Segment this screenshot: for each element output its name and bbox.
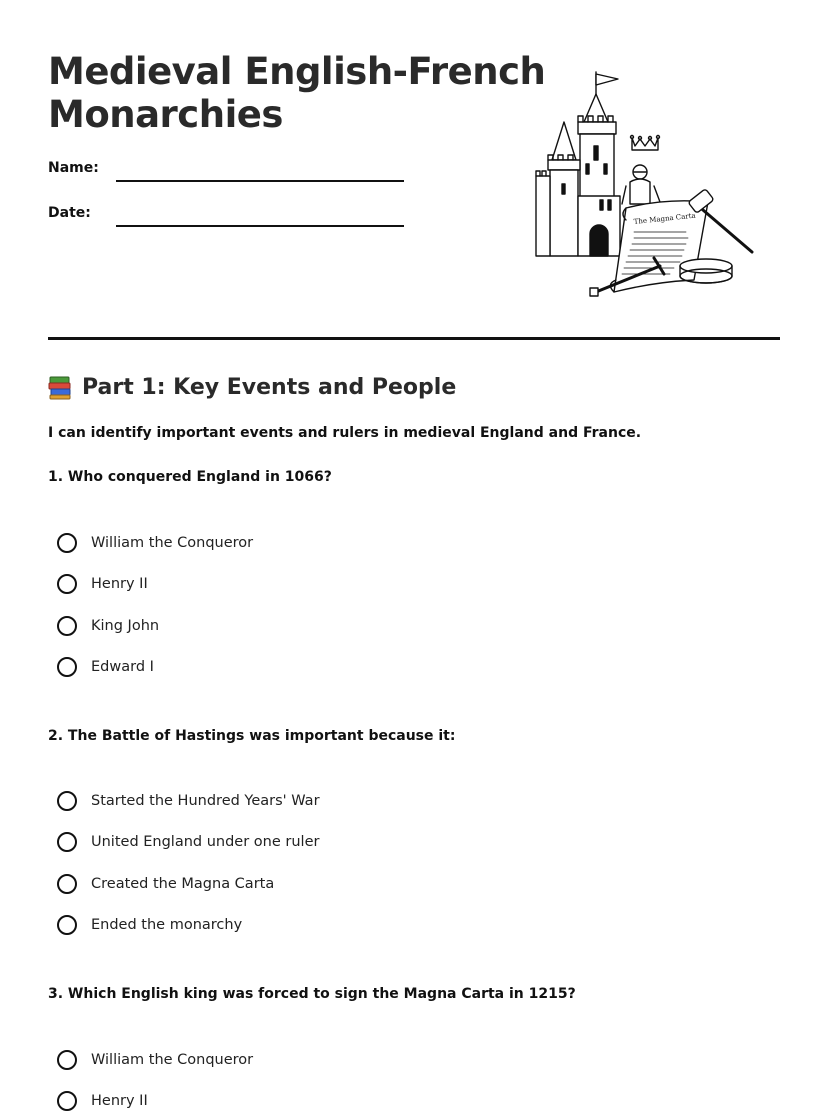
- q3-option-2[interactable]: [57, 1091, 148, 1111]
- option-label: Started the Hundred Years' War: [91, 793, 320, 809]
- scroll-heading: The Magna Carta: [633, 211, 697, 226]
- part1-heading-text: Part 1: Key Events and People: [82, 374, 457, 400]
- option-label: Created the Magna Carta: [91, 876, 275, 892]
- radio-button[interactable]: [57, 574, 77, 594]
- question-3-text: 3. Which English king was forced to sign the Magna Carta in 1215?: [48, 986, 576, 1002]
- q1-option-4[interactable]: [57, 657, 154, 677]
- q1-option-2[interactable]: [57, 574, 148, 594]
- radio-button[interactable]: [57, 832, 77, 852]
- radio-button[interactable]: [57, 616, 77, 636]
- radio-button[interactable]: [57, 915, 77, 935]
- name-label: Name:: [48, 160, 99, 176]
- option-label: King John: [91, 618, 160, 634]
- castle-magna-carta-illustration: [530, 66, 762, 300]
- radio-button[interactable]: [57, 1091, 77, 1111]
- q1-option-3[interactable]: [57, 616, 159, 636]
- option-label: Henry II: [91, 1093, 148, 1109]
- books-icon: [48, 374, 72, 400]
- radio-button[interactable]: [57, 791, 77, 811]
- q2-option-3[interactable]: [57, 874, 274, 894]
- option-label: William the Conqueror: [91, 1052, 254, 1068]
- radio-button[interactable]: [57, 533, 77, 553]
- question-2-text: 2. The Battle of Hastings was important because it:: [48, 728, 456, 744]
- question-1-text: 1. Who conquered England in 1066?: [48, 469, 332, 485]
- page-title: [48, 50, 545, 136]
- learning-objective: I can identify important events and rulers in medieval England and France.: [48, 425, 642, 441]
- radio-button[interactable]: [57, 874, 77, 894]
- q2-option-1[interactable]: [57, 791, 320, 811]
- q2-option-2[interactable]: [57, 832, 319, 852]
- q3-option-1[interactable]: [57, 1050, 253, 1070]
- q1-option-1[interactable]: [57, 533, 253, 553]
- q2-option-4[interactable]: [57, 915, 242, 935]
- radio-button[interactable]: [57, 1050, 77, 1070]
- option-label: William the Conqueror: [91, 535, 254, 551]
- part1-heading: [48, 374, 456, 400]
- option-label: Ended the monarchy: [91, 917, 243, 933]
- option-label: Henry II: [91, 576, 148, 592]
- title-line-1: Medieval English-French: [48, 50, 546, 93]
- date-label: Date:: [48, 205, 91, 221]
- date-field[interactable]: [116, 225, 404, 227]
- title-line-2: Monarchies: [48, 93, 283, 136]
- name-field[interactable]: [116, 180, 404, 182]
- option-label: United England under one ruler: [91, 834, 320, 850]
- option-label: Edward I: [91, 659, 154, 675]
- section-divider: [48, 337, 780, 340]
- radio-button[interactable]: [57, 657, 77, 677]
